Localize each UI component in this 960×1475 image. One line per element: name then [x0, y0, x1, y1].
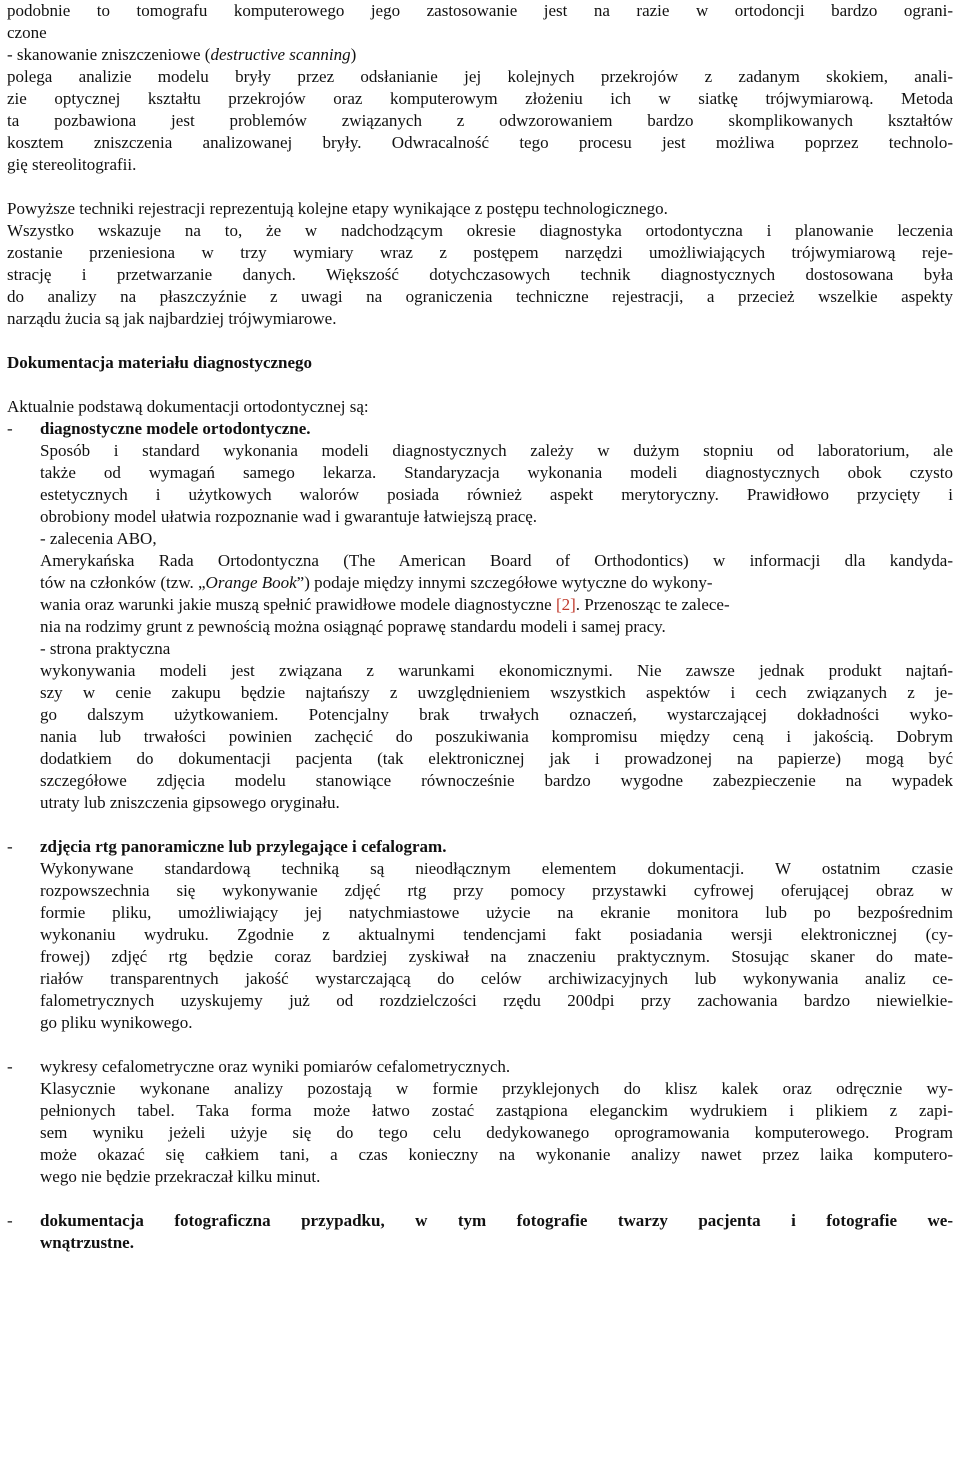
- text-span: . Przenosząc te zalece-: [575, 595, 730, 614]
- text-line: Aktualnie podstawą dokumentacji ortodontycznej są:: [7, 397, 369, 416]
- reference-link[interactable]: [2]: [555, 595, 576, 614]
- text-line: gię stereolitografii.: [7, 155, 137, 174]
- text-span: wania oraz warunki jakie muszą spełnić prawidłowe modele diagnostyczne: [40, 595, 556, 614]
- text-line: czone: [7, 23, 47, 42]
- text-line: ta pozbawiona jest problemów związanych z odwzorowaniem bardzo skomplikowanych kształtów: [7, 111, 953, 130]
- text-line: [40, 572, 953, 594]
- text-line: Wszystko wskazuje na to, że w nadchodzącym okresie diagnostyka ortodontyczna i planowanie leczenia: [7, 221, 953, 240]
- list-item-destructive-scanning: [7, 44, 953, 66]
- text-line: falometrycznych uzyskujemy już od rozdzielczości rzędu 200dpi przy zachowania bardzo niewielkie-: [40, 991, 953, 1010]
- text-line: Powyższe techniki rejestracji reprezentują kolejne etapy wynikające z postępu technologicznego.: [7, 199, 668, 218]
- text-line: kosztem zniszczenia analizowanej bryły. Odwracalność tego procesu jest możliwa poprzez technolo-: [7, 133, 953, 152]
- text-line: rozpowszechnia się wykonywanie zdjęć rtg przy pomocy przystawki cyfrowej oferującej obraz w: [40, 881, 953, 900]
- text-line: może okazać się całkiem tani, a czas konieczny na wykonanie analizy nawet przez laika komputero-: [40, 1145, 953, 1164]
- list-dash: -: [7, 1211, 13, 1230]
- list-item-title: wnątrzustne.: [40, 1233, 134, 1252]
- text-span: ): [350, 45, 357, 64]
- list-dash: -: [7, 1057, 13, 1076]
- text-line: sem wyniku jeżeli użyje się do tego celu dedykowanego oprogramowania komputerowego. Program: [40, 1123, 953, 1142]
- text-line: strację i przetwarzanie danych. Większość dotychczasowych technik diagnostycznych dostosowana była: [7, 265, 953, 284]
- text-line: dodatkiem do dokumentacji pacjenta (tak elektronicznej jak i prowadzonej na papierze) mogą być: [40, 749, 953, 768]
- text-line: nia na rodzimy grunt z pewnością można osiągnąć poprawę standardu modeli i samej pracy.: [40, 617, 666, 636]
- list-dash: -: [7, 837, 13, 856]
- list-dash: -: [7, 419, 13, 438]
- text-span: ”) podaje między innymi szczegółowe wytyczne do wykony-: [296, 573, 713, 592]
- list-item-title: dokumentacja fotograficzna przypadku, w tym fotografie twarzy pacjenta i fotografie we-: [40, 1211, 953, 1230]
- text-span: tów na członków (tzw. „: [40, 573, 206, 592]
- text-line: zie optycznej kształtu przekrojów oraz komputerowym złożeniu ich w siatkę trójwymiarową. Metoda: [7, 89, 953, 108]
- text-line: estetycznych i użytkowych walorów posiada również aspekt merytoryczny. Prawidłowo przycięty i: [40, 485, 953, 504]
- text-span: - skanowanie zniszczeniowe (: [7, 45, 211, 64]
- text-line: zostanie przeniesiona w trzy wymiary wraz z postępem narzędzi umożliwiających trójwymiarową reje-: [7, 243, 953, 262]
- text-line: wykonywania modeli jest związana z warunkami ekonomicznymi. Nie zawsze jednak produkt najtań-: [40, 661, 953, 680]
- list-item-title: wykresy cefalometryczne oraz wyniki pomiarów cefalometrycznych.: [40, 1057, 511, 1076]
- italic-title: Orange Book: [205, 573, 297, 592]
- italic-term: destructive scanning: [210, 45, 351, 64]
- text-line: Amerykańska Rada Ortodontyczna (The American Board of Orthodontics) w informacji dla kandyda-: [40, 551, 953, 570]
- text-line: frowej) zdjęć rtg będzie coraz bardziej zyskiwał na znaczeniu praktycznym. Stosując skaner do mate-: [40, 947, 953, 966]
- text-line: pełnionych tabel. Taka forma może łatwo zostać zastąpiona eleganckim wydrukiem i plikiem z zapi-: [40, 1101, 953, 1120]
- list-item-title: zdjęcia rtg panoramiczne lub przylegające i cefalogram.: [40, 837, 447, 856]
- text-line: riałów transparentnych jakość wystarczającą do celów archiwizacyjnych lub wykonywania analiz ce-: [40, 969, 953, 988]
- text-line: do analizy na płaszczyźnie z uwagi na ograniczenia techniczne rejestracji, a przecież wszelkie aspekty: [7, 287, 953, 306]
- text-line: Klasycznie wykonane analizy pozostają w formie przyklejonych do klisz kalek oraz odręcznie wy-: [40, 1079, 953, 1098]
- list-item-title: diagnostyczne modele ortodontyczne.: [40, 419, 311, 438]
- text-line: nania lub trwałości powinien zachęcić do poszukiwania kompromisu między ceną i jakością. Dobrym: [40, 727, 953, 746]
- text-line: narządu żucia są jak najbardziej trójwymiarowe.: [7, 309, 337, 328]
- text-line: Wykonywane standardową techniką są nieodłącznym elementem dokumentacji. W ostatnim czasie: [40, 859, 953, 878]
- sub-item-title: - zalecenia ABO,: [40, 529, 157, 548]
- text-line: formie pliku, umożliwiający jej natychmiastowe użycie na ekranie monitora lub po bezpośrednim: [40, 903, 953, 922]
- text-line: wykonaniu wydruku. Zgodnie z aktualnymi tendencjami fakt posiadania wersji elektronicznej (cy-: [40, 925, 953, 944]
- sub-item-title: - strona praktyczna: [40, 639, 171, 658]
- text-line: go dalszym użytkowaniem. Potencjalny brak trwałych oznaczeń, wystarczającej dokładności wyko-: [40, 705, 953, 724]
- text-line: [40, 594, 953, 616]
- text-line: także od wymagań samego lekarza. Standaryzacja wykonania modeli diagnostycznych obok czysto: [40, 463, 953, 482]
- text-line: utraty lub zniszczenia gipsowego oryginału.: [40, 793, 340, 812]
- text-line: polega analizie modelu bryły przez odsłanianie jej kolejnych przekrojów z zadanym skokiem, anali-: [7, 67, 953, 86]
- text-line: Sposób i standard wykonania modeli diagnostycznych zależy w dużym stopniu od laboratorium, ale: [40, 441, 953, 460]
- text-line: obrobiony model ułatwia rozpoznanie wad i gwarantuje łatwiejszą pracę.: [40, 507, 538, 526]
- section-heading: Dokumentacja materiału diagnostycznego: [7, 353, 313, 372]
- text-line: podobnie to tomografu komputerowego jego zastosowanie jest na razie w ortodoncji bardzo ograni-: [7, 1, 953, 20]
- text-line: go pliku wynikowego.: [40, 1013, 193, 1032]
- text-line: wego nie będzie przekraczał kilku minut.: [40, 1167, 321, 1186]
- text-line: szczegółowe zdjęcia modelu stanowiące równocześnie bardzo wygodne zabezpieczenie na wypadek: [40, 771, 953, 790]
- text-line: szy w cenie zakupu będzie najtańszy z uwzględnieniem wszystkich aspektów i cech związanych z je-: [40, 683, 953, 702]
